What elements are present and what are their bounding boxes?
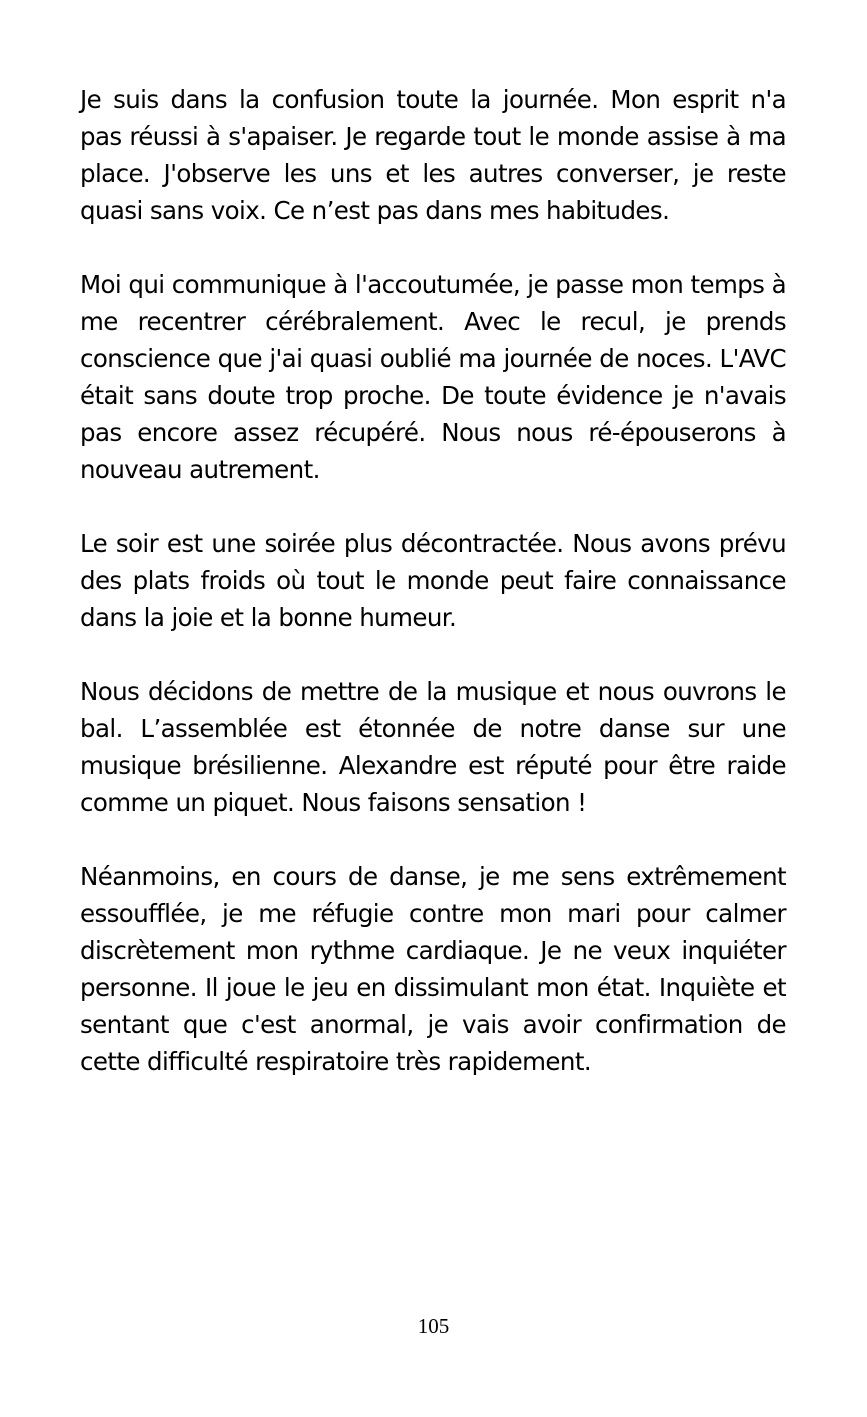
paragraph-1: Je suis dans la confusion toute la journée. Mon esprit n'a pas réussi à s'apaiser. Je regarde tout le monde assise à ma place. J'observe les uns et les autres converser, je reste quasi sans voix. Ce n’est pas dans mes habitudes. — [80, 85, 786, 225]
page-number: 105 — [417, 1314, 450, 1338]
paragraph-4: Nous décidons de mettre de la musique et nous ouvrons le bal. L’assemblée est étonnée de notre danse sur une musique brésilienne. Alexandre est réputé pour être raide comme un piquet. Nous faisons sensation ! — [80, 677, 786, 817]
body-text — [80, 81, 786, 1117]
paragraph-5: Néanmoins, en cours de danse, je me sens extrêmement essoufflée, je me réfugie contre mon mari pour calmer discrètement mon rythme cardiaque. Je ne veux inquiéter personne. Il joue le jeu en dissimulant mon état. Inquiète et sentant que c'est anormal, je vais avoir confirmation de cette difficulté respiratoire très rapidement. — [80, 862, 786, 1076]
paragraph-3: Le soir est une soirée plus décontractée. Nous avons prévu des plats froids où tout le monde peut faire connaissance dans la joie et la bonne humeur. — [80, 529, 786, 632]
paragraph-2: Moi qui communique à l'accoutumée, je passe mon temps à me recentrer cérébralement. Avec le recul, je prends conscience que j'ai quasi oublié ma journée de noces. L'AVC était sans doute trop proche. De toute évidence je n'avais pas encore assez récupéré. Nous nous ré-épouserons à nouveau autrement. — [80, 270, 786, 484]
